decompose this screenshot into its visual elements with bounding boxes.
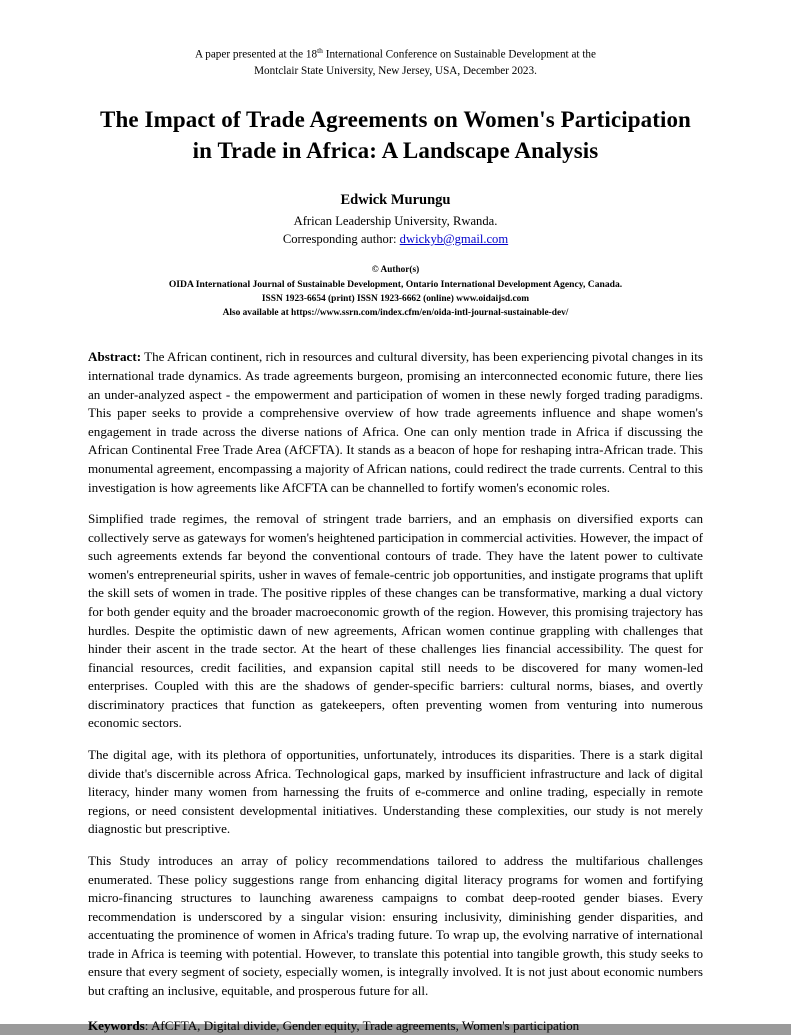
abstract-label: Abstract: xyxy=(88,349,142,365)
title-line-2: in Trade in Africa: A Landscape Analysis xyxy=(192,137,599,163)
abstract-paragraph-3: The digital age, with its plethora of opportunities, unfortunately, introduces its disparities. There is a stark digital divide that's discernible across Africa. Technological gaps, marked by insufficient infrastructure and lack of digital literacy, hinder many women from harnessing the fruits of e-commerce and online trading, especially in remote regions, or need consistent developmental initiatives. Understanding these complexities, our study is not merely diagnostic but prescriptive. xyxy=(88,747,703,837)
corresponding-author-label: Corresponding author: xyxy=(282,231,400,246)
conference-note-line2: Montclair State University, New Jersey, USA, December 2023. xyxy=(254,64,537,77)
keywords-label: Keywords xyxy=(88,1017,145,1033)
abstract-paragraph-1-text: The African continent, rich in resources and cultural diversity, has been experiencing pivotal changes in its international trade dynamics. As trade agreements burgeon, promising an interconnected economic future, there lies an under-analyzed aspect - the empowerment and participation of women in these newly forged trading paradigms. This paper seeks to provide a comprehensive overview of how trade agreements influence and shape women's engagement in trade across the diverse nations of Africa. One can only mention trade in Africa if discussing the African Continental Free Trade Area (AfCFTA). It stands as a beacon of hope for reshaping intra-African trade. This monumental agreement, encompassing a majority of African nations, could redirect the trade currents. Central to this investigation is how agreements like AfCFTA can be channelled to fortify women's economic roles. xyxy=(88,349,703,495)
journal-line: OIDA International Journal of Sustainable Development, Ontario International Development Agency, Canada. xyxy=(168,278,623,290)
title-line-1: The Impact of Trade Agreements on Women's Participation xyxy=(100,107,691,133)
corresponding-author xyxy=(88,232,703,247)
conference-note xyxy=(88,46,703,79)
abstract-paragraph-4: This Study introduces an array of policy recommendations tailored to address the multifarious challenges enumerated. These policy suggestions range from enhancing digital literacy programs for women and fortifying micro-financing structures to launching awareness campaigns to combat deep-rooted gender biases. Every recommendation is underscored by a singular vision: ensuring inclusivity, diminishing gender disparities, and accentuating the prominence of women in Africa's trading future. To wrap up, the evolving narrative of international trade in Africa is teeming with potential. However, to translate this potential into tangible growth, this study seeks to ensure that every segment of society, especially women, is integrally involved. It is not just about economic numbers but crafting an inclusive, equitable, and prosperous future for all. xyxy=(88,852,703,998)
conference-note-line1-pre: A paper presented at the 18 xyxy=(194,48,318,61)
availability-line: Also available at https://www.ssrn.com/index.cfm/en/oida-intl-journal-sustainable-dev/ xyxy=(222,308,569,319)
keywords-line xyxy=(88,1017,703,1035)
author-name: Edwick Murungu xyxy=(340,191,451,208)
issn-line: ISSN 1923-6654 (print) ISSN 1923-6662 (online) www.oidaijsd.com xyxy=(261,294,530,305)
conference-note-line1-post: International Conference on Sustainable Development at the xyxy=(322,48,596,61)
corresponding-author-email-link[interactable]: dwickyb@gmail.com xyxy=(399,231,509,246)
page-title xyxy=(88,105,703,166)
copyright-block xyxy=(88,264,703,321)
keywords-text: : AfCFTA, Digital divide, Gender equity, Trade agreements, Women's participation xyxy=(144,1017,580,1033)
copyright-line: © Author(s) xyxy=(371,264,420,275)
abstract-section xyxy=(88,348,703,1000)
conference-note-ordinal: th xyxy=(317,46,323,55)
author-affiliation: African Leadership University, Rwanda. xyxy=(293,213,498,228)
abstract-paragraph-2: Simplified trade regimes, the removal of stringent trade barriers, and an emphasis on diversified exports can collectively serve as gateways for women's heightened participation in commercial activities. However, the impact of such agreements extends far beyond the conventional contours of trade. They have the latent power to cultivate women's entrepreneurial spirits, usher in waves of female-centric job opportunities, and instigate programs that uplift the skill sets of women in trade. The positive ripples of these changes can be transformative, marking a dual victory for both gender equity and the broader macroeconomic growth of the region. However, this promising trajectory has hurdles. Despite the optimistic dawn of new agreements, African women continue grappling with challenges that hinder their ascent in the trade sector. At the heart of these challenges lies financial accessibility. The quest for financial resources, credit facilities, and expansion capital still needs to be discovered for many women-led enterprises. Coupled with this are the shadows of gender-specific barriers: cultural norms, biases, and overtly discriminatory practices that function as gatekeepers, often preventing women from venturing into numerous economic sectors. xyxy=(88,511,703,731)
abstract-paragraph-1 xyxy=(88,348,703,497)
